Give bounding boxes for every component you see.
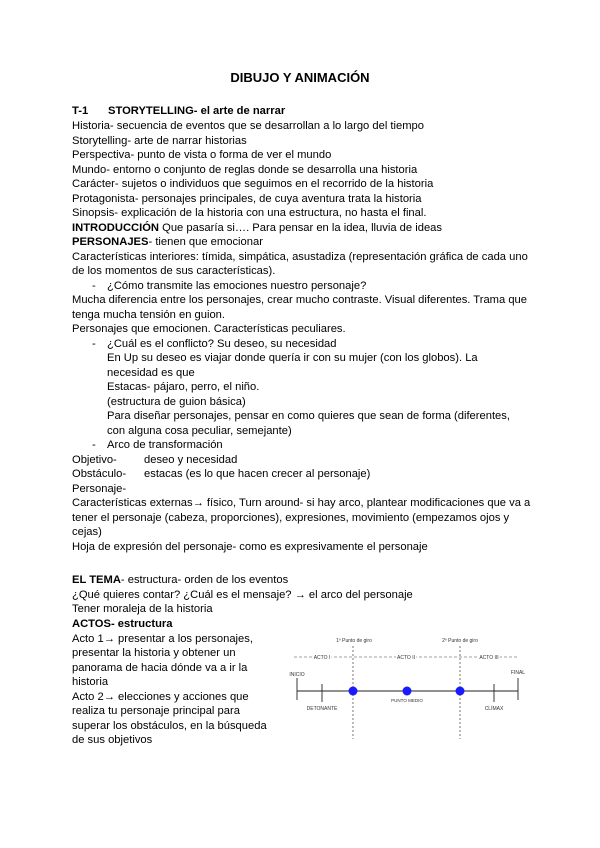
diagram-climax-label: CLÍMAX: [484, 706, 504, 712]
section-title: STORYTELLING- el arte de narrar: [108, 105, 286, 117]
personajes-text: - tienen que emocionar: [148, 236, 263, 248]
actos-line: de sus objetivos: [72, 734, 153, 746]
diagram-act-2-label: ACTO II: [397, 655, 415, 661]
text-line: de los momentos de sus características).: [72, 265, 276, 277]
bullet-item: - ¿Cómo transmite las emociones nuestro personaje?: [92, 280, 367, 292]
bullet-item: - ¿Cuál es el conflicto? Su deseo, su necesidad: [92, 338, 337, 350]
definition-line: Protagonista- personajes principales, de cuya aventura trata la historia: [72, 193, 422, 205]
text-line: tenga mucha tensión en guion.: [72, 309, 226, 321]
diagram-punto-medio-label: PUNTO MEDIO: [391, 698, 423, 703]
intro-text: Que pasaría si…. Para pensar en la idea, lluvia de ideas: [159, 222, 442, 234]
tema-label: EL TEMA: [72, 574, 121, 586]
text-line: cejas): [72, 526, 102, 538]
text-line: Personajes que emocionen. Características peculiares.: [72, 323, 346, 335]
text-line: Mucha diferencia entre los personajes, crear mucho contraste. Visual diferentes. Trama que: [72, 294, 527, 306]
definition-line: Carácter- sujetos o individuos que seguimos en el recorrido de la historia: [72, 178, 434, 190]
definition-line: Sinopsis- explicación de la historia con una estructura, no hasta el final.: [72, 207, 427, 219]
text-line: En Up su deseo es viajar donde quería ir con su mujer (con los globos). La: [107, 352, 478, 364]
actos-line: presentar la historia y obtener un: [72, 647, 236, 659]
personajes-line: [72, 235, 263, 250]
diagram-plot-point-2-dot: [456, 687, 465, 696]
objetivo-line: Objetivo- deseo y necesidad: [72, 454, 238, 466]
diagram-act-3-label: ACTO III: [479, 655, 499, 661]
diagram-midpoint-dot: [403, 687, 412, 696]
bullet-dash: -: [92, 439, 96, 451]
text-line: Características interiores: tímida, simpática, asustadiza (representación gráfica de cada uno: [72, 251, 528, 263]
actos-line: Acto 1→ presentar a los personajes,: [72, 633, 253, 645]
bullet-item: - Arco de transformación: [92, 439, 223, 451]
text-line: Personaje-: [72, 483, 127, 495]
section-heading-t1: [72, 104, 285, 119]
document-title: DIBUJO Y ANIMACIÓN: [230, 70, 370, 85]
diagram-final-label: FINAL: [510, 670, 526, 676]
text-line: Características externas→ físico, Turn around- si hay arco, plantear modificaciones que va a: [72, 497, 531, 509]
diagram-plot-point-2-label: 2º Punto de giro: [442, 638, 478, 644]
bullet-dash: -: [92, 280, 96, 292]
text-line: tener el personaje (cabeza, proporciones), expresiones, movimiento (empezamos ojos y: [72, 512, 510, 524]
actos-line: superar los obstáculos, en la búsqueda: [72, 720, 267, 732]
definition-line: Mundo- entorno o conjunto de reglas donde se desarrolla una historia: [72, 164, 418, 176]
text-line: necesidad es que: [107, 367, 195, 379]
actos-line: panorama de hacia dónde va a ir la: [72, 662, 248, 674]
intro-label: INTRODUCCIÓN: [72, 222, 160, 234]
text-line: ¿Qué quieres contar? ¿Cuál es el mensaje? → el arco del personaje: [72, 589, 413, 601]
actos-line: historia: [72, 676, 109, 688]
definition-line: Historia- secuencia de eventos que se desarrollan a lo largo del tiempo: [72, 120, 424, 132]
definition-line: Perspectiva- punto de vista o forma de ver el mundo: [72, 149, 332, 161]
story-structure-diagram: [284, 634, 534, 746]
text-line: Estacas- pájaro, perro, el niño.: [107, 381, 260, 393]
diagram-plot-point-1-label: 1º Punto de giro: [336, 638, 372, 644]
obstaculo-line: Obstáculo- estacas (es lo que hacen crecer al personaje): [72, 468, 371, 480]
text-line: Hoja de expresión del personaje- como es expresivamente el personaje: [72, 541, 428, 553]
actos-heading: ACTOS- estructura: [72, 618, 173, 630]
text-line: (estructura de guion básica): [107, 396, 246, 408]
diagram-act-1-label: ACTO I: [313, 655, 331, 661]
actos-line: realiza tu personaje principal para: [72, 705, 240, 717]
diagram-detonante-label: DETONANTE: [306, 706, 338, 712]
tema-line: EL TEMA- estructura- orden de los eventos: [72, 574, 289, 586]
bullet-dash: -: [92, 338, 96, 350]
intro-line: [72, 221, 442, 236]
section-number: T-1: [72, 105, 89, 117]
text-line: Para diseñar personajes, pensar en como quieres que sean de forma (diferentes,: [107, 410, 510, 422]
diagram-inicio-label: INICIO: [289, 672, 305, 678]
text-line: Tener moraleja de la historia: [72, 603, 213, 615]
diagram-plot-point-1-dot: [349, 687, 358, 696]
actos-line: Acto 2→ elecciones y acciones que: [72, 691, 249, 703]
definition-line: Storytelling- arte de narrar historias: [72, 135, 247, 147]
text-line: con alguna cosa peculiar, semejante): [107, 425, 292, 437]
personajes-label: PERSONAJES: [72, 236, 149, 248]
